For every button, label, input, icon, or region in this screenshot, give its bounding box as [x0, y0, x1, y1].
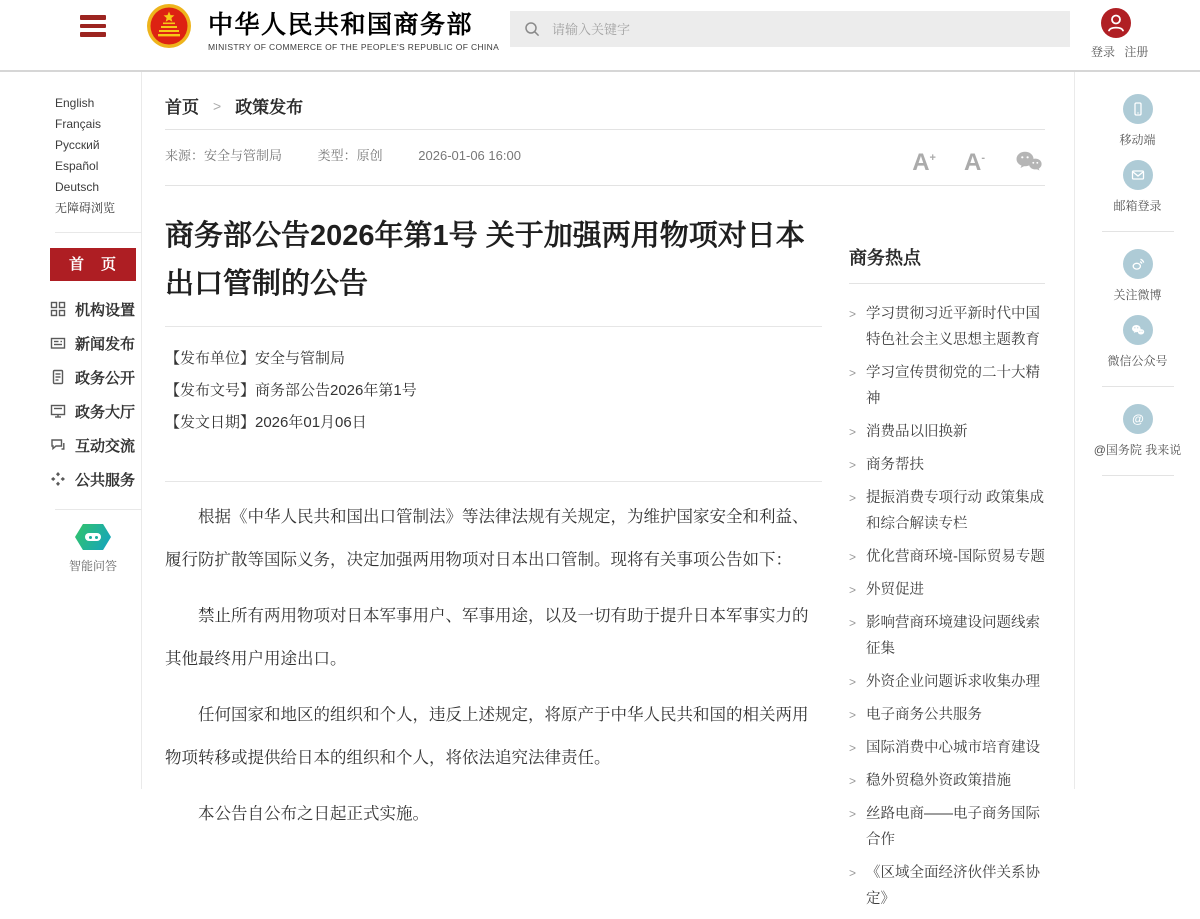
sidebar-item-gov-disclosure[interactable]: [50, 360, 141, 394]
mail-login-link[interactable]: [1075, 160, 1200, 214]
divider: [849, 283, 1045, 284]
rail-label: 关注微博: [1113, 288, 1162, 302]
divider: [165, 326, 822, 327]
sidebar-item-public-service[interactable]: [50, 462, 141, 496]
sidebar-menu: [50, 292, 141, 496]
hot-topic-link[interactable]: 消费品以旧换新: [866, 424, 968, 440]
divider: [165, 129, 1045, 130]
lang-spanish[interactable]: Español: [55, 159, 99, 173]
article-paragraph: 任何国家和地区的组织和个人，违反上述规定，将原产于中华人民共和国的相关两用物项转移或提供给日本的组织和个人，将依法追究法律责任。: [165, 706, 809, 767]
lang-french[interactable]: Français: [55, 117, 102, 131]
hot-topic-item[interactable]: [849, 452, 1045, 478]
divider: [1102, 386, 1174, 387]
chat-icon: [50, 437, 66, 453]
hot-topic-link[interactable]: 优化营商环境-国际贸易专题: [866, 549, 1045, 565]
hot-topic-link[interactable]: 外资企业问题诉求收集办理: [866, 674, 1041, 690]
hot-topic-link[interactable]: 国际消费中心城市培育建设: [866, 740, 1041, 756]
hot-topic-item[interactable]: [849, 419, 1045, 445]
hot-topic-link[interactable]: 影响营商环境建设问题线索征集: [866, 615, 1041, 657]
chevron-right-icon: [849, 735, 856, 761]
hot-topic-link[interactable]: 稳外贸稳外资政策措施: [866, 773, 1012, 789]
chevron-right-icon: [849, 801, 856, 853]
sidebar-item-label: 公共服务: [75, 471, 136, 489]
lang-german[interactable]: Deutsch: [55, 180, 100, 194]
article-body: [165, 496, 822, 836]
search-icon: [524, 21, 540, 37]
auth-area: [1088, 8, 1149, 60]
article-type: 类型：原创: [317, 148, 383, 163]
font-increase-button[interactable]: A+: [912, 149, 936, 176]
hot-topic-item[interactable]: [849, 768, 1045, 794]
article: [165, 212, 822, 836]
language-switcher: [55, 93, 141, 219]
divider: [1102, 231, 1174, 232]
sidebar-item-label: 机构设置: [75, 301, 136, 319]
site-brand: [208, 11, 499, 52]
smart-qa-widget[interactable]: [50, 524, 136, 574]
register-link[interactable]: 注册: [1124, 45, 1149, 59]
accessibility-link[interactable]: 无障碍浏览: [55, 201, 116, 215]
rail-label: @国务院 我来说: [1093, 443, 1182, 457]
article-title: 商务部公告2026年第1号 关于加强两用物项对日本出口管制的公告: [165, 220, 805, 300]
divider: [165, 481, 822, 482]
rail-label: 微信公众号: [1107, 354, 1168, 368]
chevron-right-icon: [849, 360, 856, 412]
search-bar[interactable]: [510, 11, 1070, 47]
mobile-icon: [1123, 94, 1153, 124]
public-service-icon: [50, 471, 66, 487]
hot-topics-title: 商务热点: [849, 248, 921, 268]
sidebar-item-organization[interactable]: [50, 292, 141, 326]
hot-topic-item[interactable]: [849, 735, 1045, 761]
national-emblem-logo: [146, 3, 192, 49]
article-tools: [912, 145, 1043, 176]
article-paragraph: 本公告自公布之日起正式实施。: [198, 805, 429, 823]
breadcrumb: [165, 72, 1045, 118]
svg-text:@: @: [1131, 412, 1144, 426]
hot-topics-panel: [849, 244, 1045, 919]
hot-topic-item[interactable]: [849, 577, 1045, 603]
divider: [165, 185, 1045, 186]
user-account-icon[interactable]: [1101, 8, 1131, 38]
hot-topic-item[interactable]: [849, 610, 1045, 662]
lang-russian[interactable]: Русский: [55, 138, 100, 152]
hot-topic-link[interactable]: 商务帮扶: [866, 457, 925, 473]
sidebar-item-interaction[interactable]: [50, 428, 141, 462]
wechat-icon: [1123, 315, 1153, 345]
chevron-right-icon: [849, 419, 856, 445]
hot-topic-link[interactable]: 电子商务公共服务: [866, 707, 983, 723]
search-input[interactable]: [550, 21, 1056, 38]
left-sidebar: [0, 72, 142, 789]
news-icon: [50, 335, 66, 351]
chevron-right-icon: [849, 610, 856, 662]
article-meta: [165, 145, 1045, 185]
login-link[interactable]: 登录: [1091, 45, 1116, 59]
mail-icon: [1123, 160, 1153, 190]
hot-topic-link[interactable]: 提振消费专项行动 政策集成和综合解读专栏: [866, 490, 1045, 532]
article-source: 来源：安全与管制局: [165, 148, 283, 163]
chevron-right-icon: [849, 485, 856, 537]
sidebar-item-label: 互动交流: [75, 437, 136, 455]
hot-topic-link[interactable]: 学习宣传贯彻党的二十大精神: [866, 365, 1041, 407]
breadcrumb-current[interactable]: 政策发布: [235, 98, 304, 117]
hot-topics-list: [849, 301, 1045, 912]
chevron-right-icon: [849, 544, 856, 570]
smart-qa-label: 智能问答: [68, 559, 117, 573]
org-grid-icon: [50, 301, 66, 317]
article-datetime: 2026-01-06 16:00: [418, 148, 521, 163]
weibo-link[interactable]: [1075, 249, 1200, 303]
hot-topic-link[interactable]: 丝路电商——电子商务国际合作: [866, 806, 1041, 848]
hot-topic-item[interactable]: [849, 544, 1045, 570]
sidebar-item-label: 政务大厅: [75, 403, 136, 421]
hot-topic-item[interactable]: [849, 801, 1045, 853]
sidebar-item-label: 新闻发布: [75, 335, 136, 353]
chevron-right-icon: [849, 669, 856, 695]
chevron-right-icon: [849, 301, 856, 353]
chevron-right-icon: [849, 768, 856, 794]
hot-topic-item[interactable]: [849, 702, 1045, 728]
wechat-share-icon[interactable]: [1013, 149, 1043, 173]
wechat-official-link[interactable]: [1075, 315, 1200, 369]
quick-links-rail: [1074, 72, 1200, 789]
mobile-site-link[interactable]: [1075, 94, 1200, 148]
chevron-right-icon: [849, 860, 856, 912]
article-paragraph: 根据《中华人民共和国出口管制法》等法律法规有关规定，为维护国家安全和利益、履行防扩散等国际义务，决定加强两用物项对日本出口管制。现将有关事项公告如下：: [165, 508, 809, 569]
divider: [55, 509, 142, 510]
hot-topic-item[interactable]: [849, 301, 1045, 353]
at-icon: [1123, 404, 1153, 434]
main-content: [165, 72, 1045, 907]
weibo-icon: [1123, 249, 1153, 279]
publish-unit: 【发布单位】安全与管制局: [165, 350, 346, 367]
publish-doc-number: 【发布文号】商务部公告2026年第1号: [165, 382, 417, 399]
service-hall-icon: [50, 403, 66, 419]
rail-label: 移动端: [1119, 133, 1156, 147]
site-subtitle: MINISTRY OF COMMERCE OF THE PEOPLE'S REPUBLIC OF CHINA: [208, 42, 500, 52]
hot-topic-item[interactable]: [849, 669, 1045, 695]
auth-links: [1088, 43, 1149, 60]
sidebar-item-service-hall[interactable]: [50, 394, 141, 428]
sidebar-item-label: 政务公开: [75, 369, 136, 387]
hot-topic-link[interactable]: 外贸促进: [866, 582, 925, 598]
hot-topic-link[interactable]: 学习贯彻习近平新时代中国特色社会主义思想主题教育: [866, 306, 1041, 348]
chevron-right-icon: [849, 702, 856, 728]
rail-label: 邮箱登录: [1113, 199, 1162, 213]
sidebar-item-news[interactable]: [50, 326, 141, 360]
site-title: 中华人民共和国商务部: [208, 11, 474, 39]
chevron-right-icon: [849, 452, 856, 478]
state-council-suggestion-link[interactable]: [1075, 404, 1200, 458]
smart-qa-robot-icon: [75, 524, 111, 550]
lang-english[interactable]: English: [55, 96, 95, 110]
breadcrumb-home[interactable]: 首页: [165, 98, 199, 117]
publish-info: [165, 343, 822, 439]
publish-date: 【发文日期】2026年01月06日: [165, 414, 367, 431]
hot-topic-item[interactable]: [849, 860, 1045, 912]
chevron-right-icon: [849, 577, 856, 603]
hamburger-menu-icon[interactable]: [80, 15, 106, 41]
breadcrumb-separator-icon: [213, 96, 221, 116]
font-decrease-button[interactable]: A-: [963, 149, 985, 176]
divider: [1102, 475, 1174, 476]
hot-topic-link[interactable]: 《区域全面经济伙伴关系协定》: [866, 865, 1041, 907]
site-header: [0, 0, 1200, 72]
hot-topic-item[interactable]: [849, 360, 1045, 412]
hot-topic-item[interactable]: [849, 485, 1045, 537]
divider: [55, 232, 142, 233]
document-icon: [50, 369, 66, 385]
home-button[interactable]: 首 页: [50, 248, 136, 281]
article-paragraph: 禁止所有两用物项对日本军事用户、军事用途，以及一切有助于提升日本军事实力的其他最终用户用途出口。: [165, 607, 809, 668]
